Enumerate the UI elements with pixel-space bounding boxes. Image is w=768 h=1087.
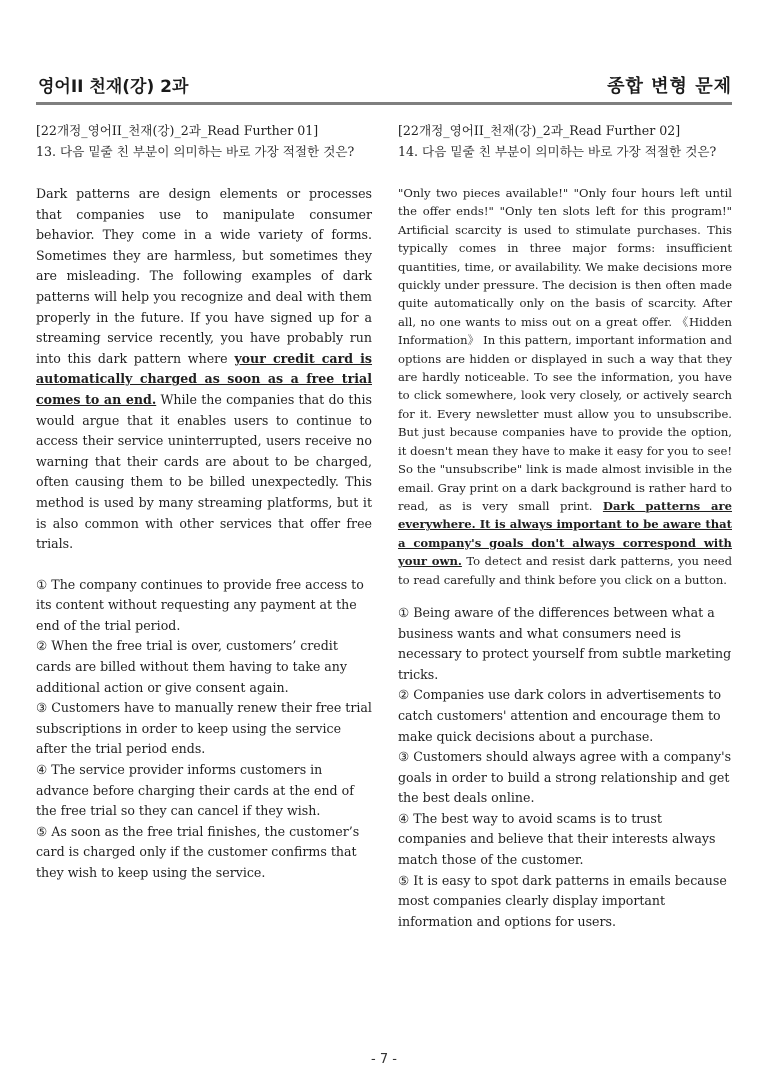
option-4: ④ The best way to avoid scams is to trust companies and believe that their interests always match those of the customer. [398,810,716,868]
option-5: ⑤ As soon as the free trial finishes, the customer’s card is charged only if the customer confirms that they wish to keep using the service. [36,823,360,880]
option-5: ⑤ It is easy to spot dark patterns in emails because most companies clearly display important information and options for users. [398,872,727,929]
question-14-prompt: 14. 다음 밑줄 친 부분이 의미하는 바로 가장 적절한 것은? [398,144,717,159]
option-3: ③ Customers should always agree with a company's goals in order to build a strong relationship and get the best deals online. [398,749,732,806]
question-13-prompt: 13. 다음 밑줄 친 부분이 의미하는 바로 가장 적절한 것은? [36,144,355,159]
passage-text: To detect and resist dark patterns, you need to read carefully and think before you click on a button. [398,554,732,587]
passage-text: While the companies that do this would argue that it enables users to continue to access their service uninterrupted, users receive no warning that their cards are about to be charged, often causing them to be billed unexpectedly. This method is used by many streaming platforms, but it is also common with other services that offer free trials. [36,391,372,552]
underlined-phrase: Dark patterns are everywhere. It is always important to be aware that a company's goals don't always correspond with your own. [398,498,732,569]
question-13-tag: [22개정_영어II_천재(강)_2과_Read Further 01] [36,123,319,138]
option-2: ② When the free trial is over, customers’ credit cards are billed without them having to take any additional action or give consent again. [36,638,348,695]
header-right-title: 종합 변형 문제 [607,76,732,97]
option-3: ③ Customers have to manually renew their free trial subscriptions in order to keep using the service after the trial period ends. [36,700,372,757]
page-header [36,72,732,100]
option-1: ① The company continues to provide free access to its content without requesting any payment at the end of the trial period. [36,576,364,633]
option-2: ② Companies use dark colors in advertisements to catch customers' attention and encourage them to make quick decisions about a purchase. [398,687,722,744]
passage-text: "Only two pieces available!" "Only four hours left until the offer ends!" "Only ten slots left for this program!" Artificial scarcity is used to stimulate purchases. This typically comes in three major forms: insufficient quantities, time, or availability. We make decisions more quickly under pressure. The decision is then often made quite automatically only on the basis of scarcity. After all, no one wants to miss out on a great offer. 《Hidden Information》 In this pattern, important information and options are hidden or displayed in such a way that they are hardly noticeable. To see the information, you have to click somewhere, look very closely, or actively search for it. Every newsletter must allow you to unsubscribe. But just because companies have to provide the option, it doesn't mean they have to make it easy for you to see! So the "unsubscribe" link is made almost invisible in the email. Gray print on a dark background is rather hard to read, as is very small print. [398,186,732,513]
question-14 [398,120,732,932]
option-4: ④ The service provider informs customers in advance before charging their cards at the end of the free trial so they can cancel if they wish. [36,762,354,819]
question-13-options [36,575,372,884]
passage-text: Dark patterns are design elements or processes that companies use to manipulate consumer behavior. They come in a wide variety of forms. Sometimes they are harmless, but sometimes they are misleading. The following examples of dark patterns will help you recognize and deal with them properly in the future. If you have signed up for a streaming service recently, you have probably run into this dark pattern where [36,186,372,366]
question-14-tag: [22개정_영어II_천재(강)_2과_Read Further 02] [398,123,681,138]
header-divider [36,102,732,105]
question-13 [36,120,372,884]
header-left-title: 영어II 천재(강) 2과 [38,77,189,97]
question-14-options [398,603,732,933]
page-number: - 7 - [371,1052,397,1067]
question-14-passage [398,184,732,589]
question-13-passage [36,184,372,555]
underlined-phrase: your credit card is automatically charged as soon as a free trial comes to an end. [36,350,373,407]
option-1: ① Being aware of the differences between what a business wants and what consumers need is necessary to protect yourself from subtle marketing tricks. [398,604,732,682]
